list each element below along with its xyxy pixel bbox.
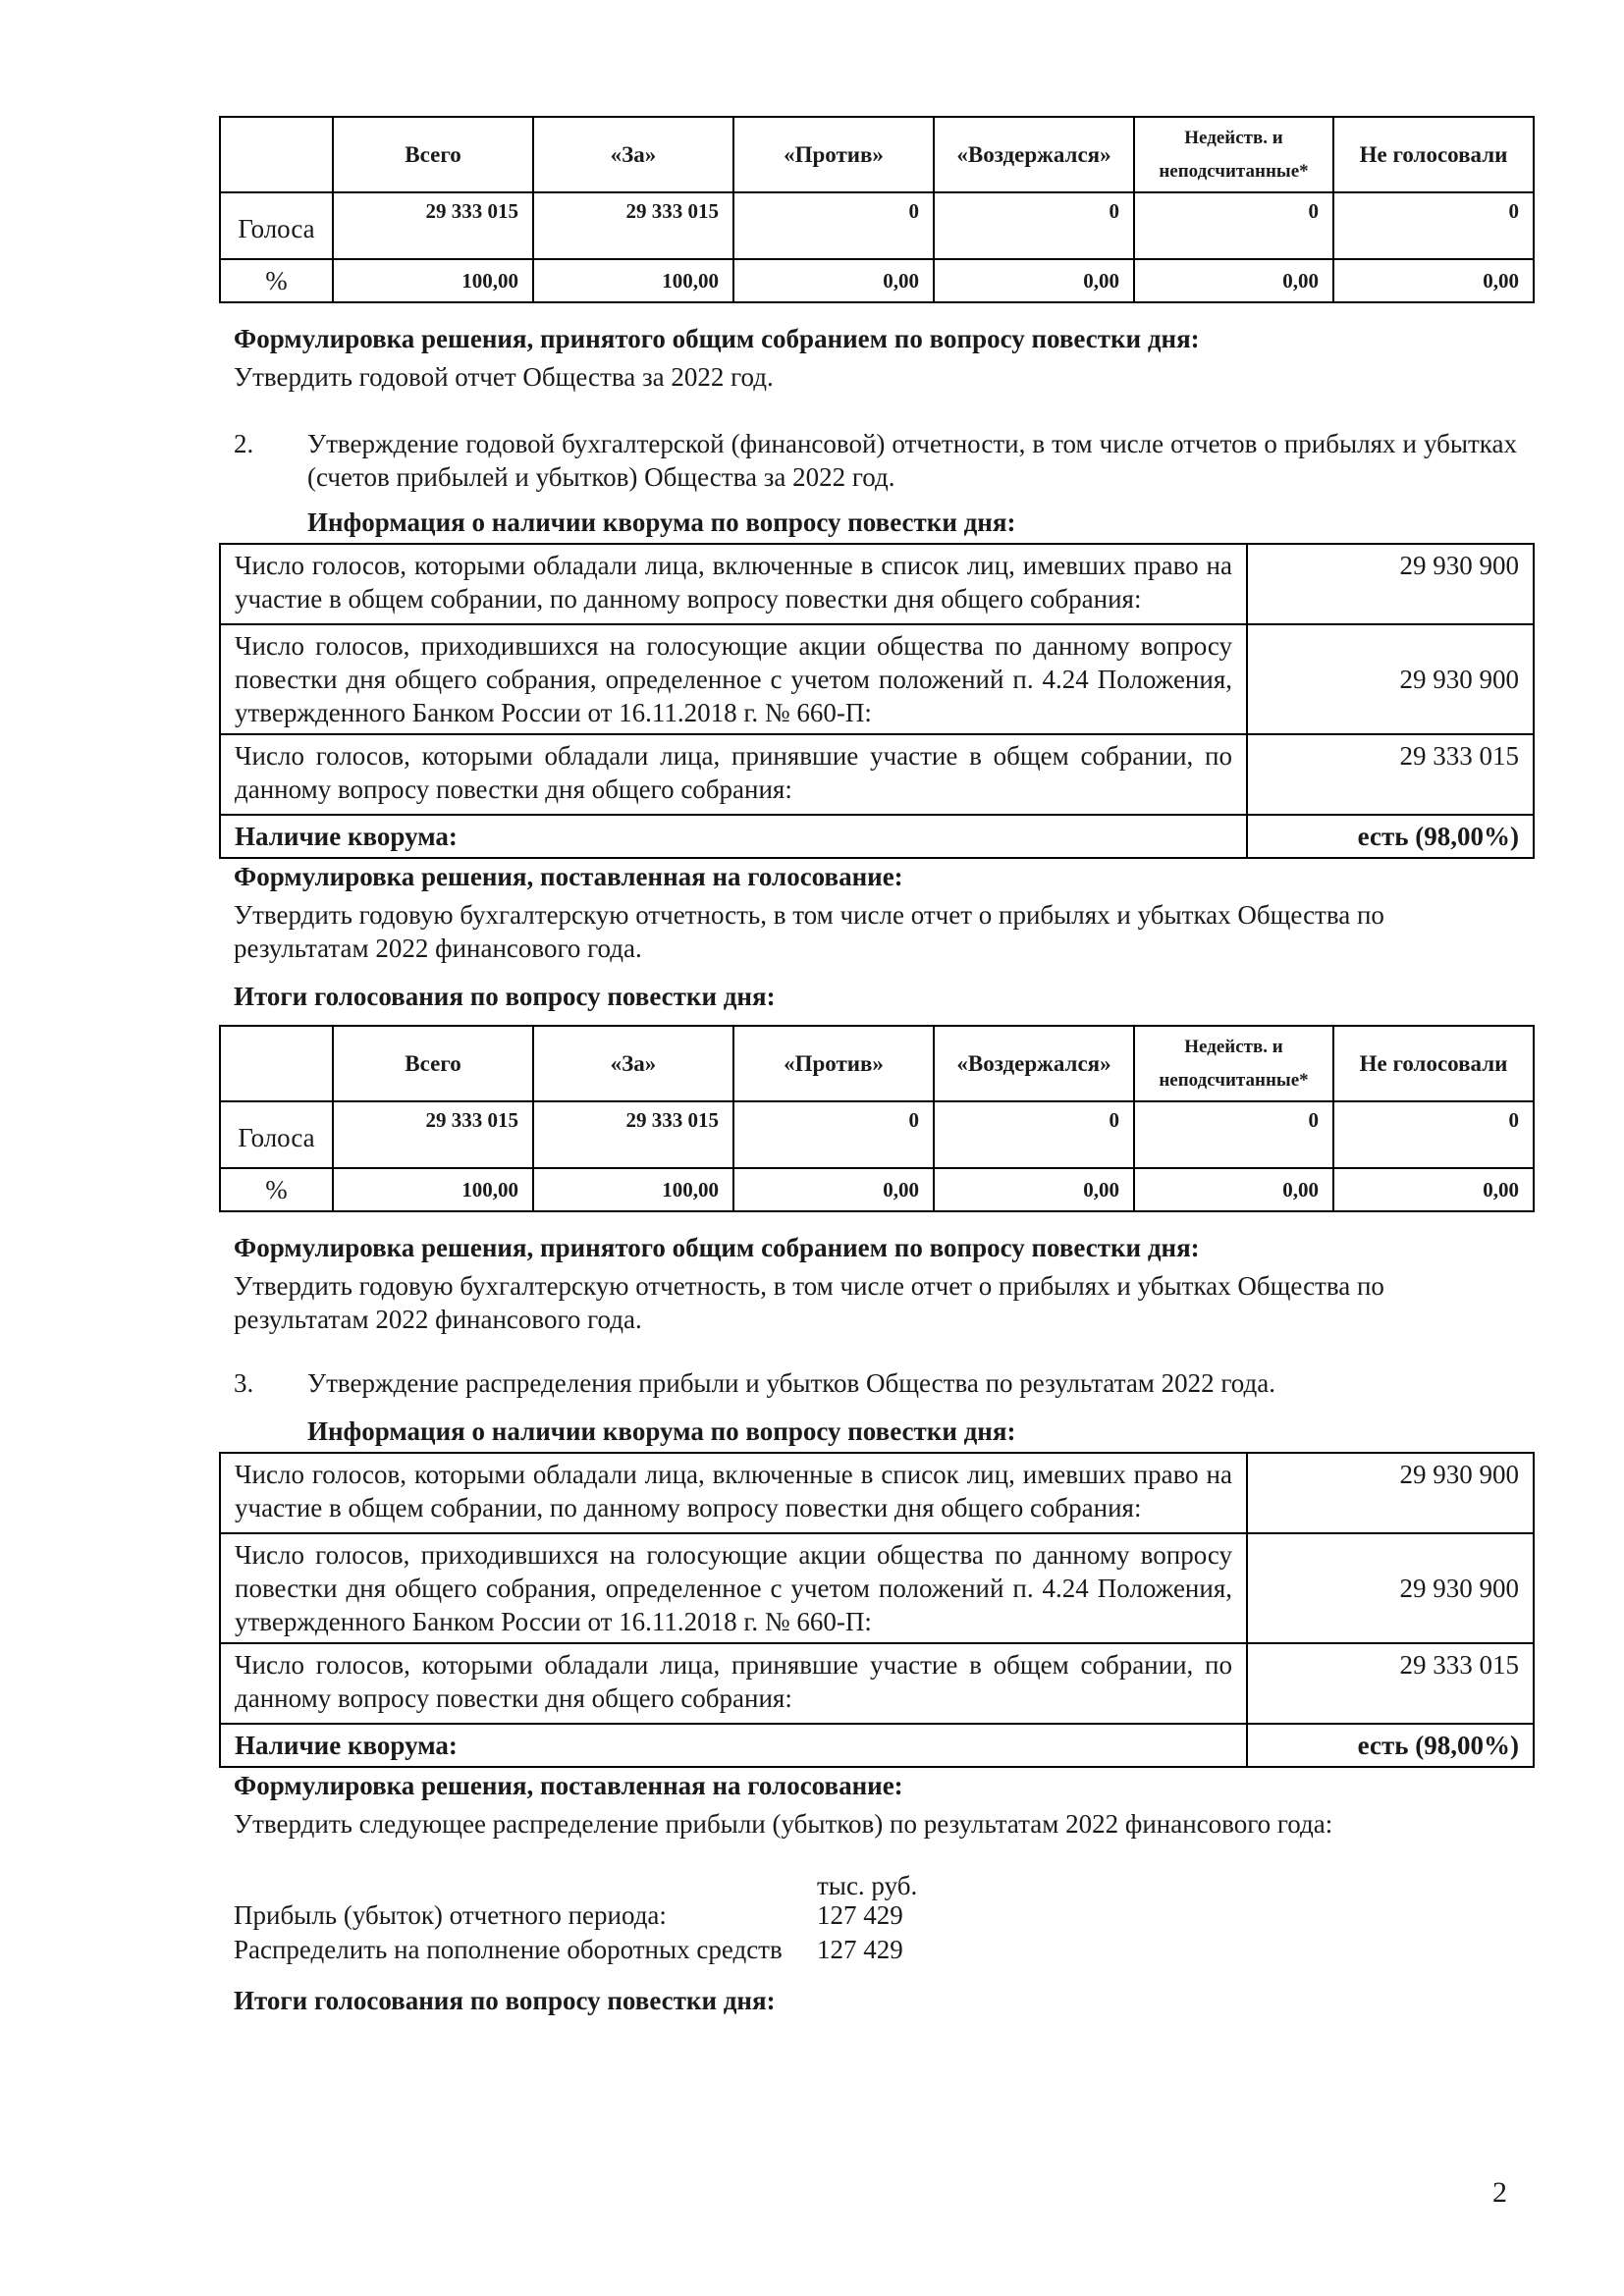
percent-invalid: 0,00 bbox=[1134, 1168, 1333, 1211]
quorum-label: Наличие кворума: bbox=[220, 1724, 1247, 1767]
quorum-table-3 bbox=[219, 1452, 1535, 1768]
results-2-heading: Итоги голосования по вопросу повестки дня: bbox=[234, 982, 776, 1011]
header-empty-cell bbox=[220, 1026, 333, 1101]
header-for: «За» bbox=[533, 1026, 733, 1101]
quorum-row1-label: Число голосов, которыми обладали лица, включенные в список лиц, имевших право на участие в общем собрании, по данному вопросу повестки дня общего собрания: bbox=[220, 544, 1247, 624]
profit-label: Прибыль (убыток) отчетного периода: bbox=[234, 1900, 667, 1930]
quorum-row1-label: Число голосов, которыми обладали лица, включенные в список лиц, имевших право на участие в общем собрании, по данному вопросу повестки дня общего собрания: bbox=[220, 1453, 1247, 1533]
row-label-percent: % bbox=[220, 259, 333, 302]
header-invalid-line2: неподсчитанные* bbox=[1159, 1069, 1309, 1091]
proposal-3-heading: Формулировка решения, поставленная на голосование: bbox=[234, 1771, 903, 1800]
header-invalid-line1: Недейств. и bbox=[1184, 1036, 1283, 1057]
page-number: 2 bbox=[1492, 2176, 1507, 2209]
item-2-number: 2. bbox=[234, 429, 254, 458]
header-abstained: «Воздержался» bbox=[934, 1026, 1134, 1101]
header-for: «За» bbox=[533, 117, 733, 192]
quorum-row3-label: Число голосов, которыми обладали лица, принявшие участие в общем собрании, по данному вопросу повестки дня общего собрания: bbox=[220, 1643, 1247, 1724]
quorum-row2-label: Число голосов, приходившихся на голосующие акции общества по данному вопросу повестки дня общего собрания, определенное с учетом положений п. 4.24 Положения, утвержденного Банком России от 16.11.2018 г. № 660-П: bbox=[220, 1533, 1247, 1643]
votes-invalid: 0 bbox=[1134, 192, 1333, 259]
profit-unit: тыс. руб. bbox=[817, 1871, 918, 1900]
item-3-quorum-heading: Информация о наличии кворума по вопросу повестки дня: bbox=[307, 1416, 1016, 1446]
percent-against: 0,00 bbox=[733, 259, 934, 302]
proposal-3-text: Утвердить следующее распределение прибыли (убытков) по результатам 2022 финансового года: bbox=[234, 1809, 1333, 1839]
percent-abstained: 0,00 bbox=[934, 1168, 1134, 1211]
percent-not-voted: 0,00 bbox=[1333, 1168, 1534, 1211]
percent-for: 100,00 bbox=[533, 259, 733, 302]
percent-total: 100,00 bbox=[333, 1168, 533, 1211]
quorum-label: Наличие кворума: bbox=[220, 815, 1247, 858]
votes-abstained: 0 bbox=[934, 1101, 1134, 1168]
quorum-row2-label: Число голосов, приходившихся на голосующие акции общества по данному вопросу повестки дня общего собрания, определенное с учетом положений п. 4.24 Положения, утвержденного Банком России от 16.11.2018 г. № 660-П: bbox=[220, 624, 1247, 734]
header-invalid bbox=[1134, 1026, 1333, 1101]
distribute-label: Распределить на пополнение оборотных средств bbox=[234, 1935, 783, 1964]
votes-invalid: 0 bbox=[1134, 1101, 1333, 1168]
header-total: Всего bbox=[333, 117, 533, 192]
vote-results-table-1 bbox=[219, 116, 1535, 303]
quorum-row2-value: 29 930 900 bbox=[1247, 624, 1534, 734]
item-2-text: Утверждение годовой бухгалтерской (финансовой) отчетности, в том числе отчетов о прибылях и убытках (счетов прибылей и убытков) Общества за 2022 год. bbox=[307, 429, 1517, 492]
votes-abstained: 0 bbox=[934, 192, 1134, 259]
percent-for: 100,00 bbox=[533, 1168, 733, 1211]
header-empty-cell bbox=[220, 117, 333, 192]
quorum-row3-value: 29 333 015 bbox=[1247, 1643, 1534, 1724]
votes-not-voted: 0 bbox=[1333, 192, 1534, 259]
percent-total: 100,00 bbox=[333, 259, 533, 302]
quorum-row3-label: Число голосов, которыми обладали лица, принявшие участие в общем собрании, по данному вопросу повестки дня общего собрания: bbox=[220, 734, 1247, 815]
quorum-row2-value: 29 930 900 bbox=[1247, 1533, 1534, 1643]
item-2-quorum-heading: Информация о наличии кворума по вопросу повестки дня: bbox=[307, 507, 1016, 537]
item-3-text: Утверждение распределения прибыли и убытков Общества по результатам 2022 года. bbox=[307, 1368, 1275, 1398]
profit-value: 127 429 bbox=[817, 1900, 903, 1930]
votes-total: 29 333 015 bbox=[333, 1101, 533, 1168]
quorum-value: есть (98,00%) bbox=[1247, 1724, 1534, 1767]
item-3-number: 3. bbox=[234, 1368, 254, 1398]
decision-2-text: Утвердить годовую бухгалтерскую отчетность, в том числе отчет о прибылях и убытках Общества по результатам 2022 финансового года. bbox=[234, 1271, 1384, 1334]
distribute-value: 127 429 bbox=[817, 1935, 903, 1964]
quorum-row1-value: 29 930 900 bbox=[1247, 1453, 1534, 1533]
proposal-2-text: Утвердить годовую бухгалтерскую отчетность, в том числе отчет о прибылях и убытках Общества по результатам 2022 финансового года. bbox=[234, 900, 1384, 963]
votes-against: 0 bbox=[733, 1101, 934, 1168]
row-label-votes: Голоса bbox=[220, 192, 333, 259]
percent-invalid: 0,00 bbox=[1134, 259, 1333, 302]
header-invalid bbox=[1134, 117, 1333, 192]
votes-not-voted: 0 bbox=[1333, 1101, 1534, 1168]
votes-against: 0 bbox=[733, 192, 934, 259]
vote-results-table-2 bbox=[219, 1025, 1535, 1212]
votes-for: 29 333 015 bbox=[533, 192, 733, 259]
percent-abstained: 0,00 bbox=[934, 259, 1134, 302]
header-invalid-line2: неподсчитанные* bbox=[1159, 160, 1309, 182]
row-label-votes: Голоса bbox=[220, 1101, 333, 1168]
decision-1-heading: Формулировка решения, принятого общим собранием по вопросу повестки дня: bbox=[234, 324, 1200, 353]
quorum-row3-value: 29 333 015 bbox=[1247, 734, 1534, 815]
votes-for: 29 333 015 bbox=[533, 1101, 733, 1168]
header-not-voted: Не голосовали bbox=[1333, 1026, 1534, 1101]
quorum-row1-value: 29 930 900 bbox=[1247, 544, 1534, 624]
quorum-value: есть (98,00%) bbox=[1247, 815, 1534, 858]
header-total: Всего bbox=[333, 1026, 533, 1101]
proposal-2-heading: Формулировка решения, поставленная на голосование: bbox=[234, 862, 903, 891]
decision-1-text: Утвердить годовой отчет Общества за 2022 год. bbox=[234, 362, 774, 392]
results-3-heading: Итоги голосования по вопросу повестки дня: bbox=[234, 1986, 776, 2015]
header-abstained: «Воздержался» bbox=[934, 117, 1134, 192]
decision-2-heading: Формулировка решения, принятого общим собранием по вопросу повестки дня: bbox=[234, 1233, 1200, 1262]
header-against: «Против» bbox=[733, 117, 934, 192]
percent-not-voted: 0,00 bbox=[1333, 259, 1534, 302]
header-invalid-line1: Недейств. и bbox=[1184, 127, 1283, 148]
header-against: «Против» bbox=[733, 1026, 934, 1101]
row-label-percent: % bbox=[220, 1168, 333, 1211]
quorum-table-2 bbox=[219, 543, 1535, 859]
header-not-voted: Не голосовали bbox=[1333, 117, 1534, 192]
votes-total: 29 333 015 bbox=[333, 192, 533, 259]
percent-against: 0,00 bbox=[733, 1168, 934, 1211]
